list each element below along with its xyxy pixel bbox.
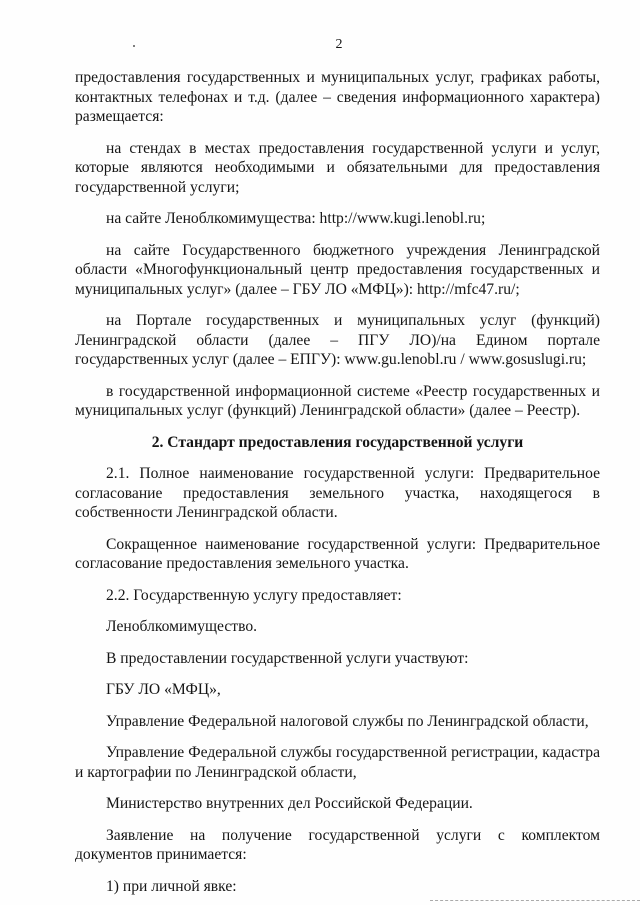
paragraph-participant-mfc: ГБУ ЛО «МФЦ», [106,681,221,698]
paragraph-kugi-site: на сайте Леноблкомимущества: http://www.kugi.lenobl.ru; [106,210,486,227]
paragraph-continuation: предоставления государственных и муниципальных услуг, графиках работы, контактных телефонах и т.д. (далее – сведения информационного характера) размещается: [75,69,600,125]
scan-edge-line [430,900,640,901]
page-number: 2 [335,37,343,52]
paragraph-application: Заявление на получение государственной услуги с комплектом документов принимается: [75,826,600,863]
paragraph-participant-interior: Министерство внутренних дел Российской Федерации. [106,795,473,812]
paragraph-stands: на стендах в местах предоставления государственной услуги и услуг, которые являются необходимыми и обязательными для предоставления государственной услуги; [75,139,600,196]
paragraph-participant-tax: Управление Федеральной налоговой службы по Ленинградской области, [106,712,589,730]
paragraph-registry: в государственной информационной системе «Реестр государственных и муниципальных услуг (функций) Ленинградской области» (далее – Реестр). [75,382,600,419]
paragraph-participants-intro: В предоставлении государственной услуги участвуют: [106,649,469,667]
paragraph-personal-visit: 1) при личной явке: [106,877,237,895]
paragraph-full-name: 2.1. Полное наименование государственной услуги: Предварительное согласование предоставления земельного участка, находящегося в собственности Ленинградской области. [75,465,600,521]
section-heading: 2. Стандарт предоставления государственной услуги [151,433,524,451]
paragraph-participant-registry: Управление Федеральной службы государственной регистрации, кадастра и картографии по Ленинградской области, [75,744,600,781]
paragraph-provider: Леноблкомимущество. [106,618,258,635]
paragraph-mfc-site: на сайте Государственного бюджетного учреждения Ленинградской области «Многофункциональный центр предоставления государственных и муниципальных услуг» (далее – ГБУ ЛО «МФЦ»): http://mfc47.ru/; [75,241,600,298]
paragraph-short-name: Сокращенное наименование государственной услуги: Предварительное согласование предоставления земельного участка. [75,535,600,572]
document-body [75,68,600,908]
paragraph-portal: на Портале государственных и муниципальных услуг (функций) Ленинградской области (далее – ПГУ ЛО)/на Едином портале государственных услуг (далее – ЕПГУ): www.gu.lenobl.ru / www.gosuslugi.ru; [75,312,600,368]
scan-speck [133,45,135,47]
paragraph-provider-intro: 2.2. Государственную услугу предоставляет: [106,586,402,604]
